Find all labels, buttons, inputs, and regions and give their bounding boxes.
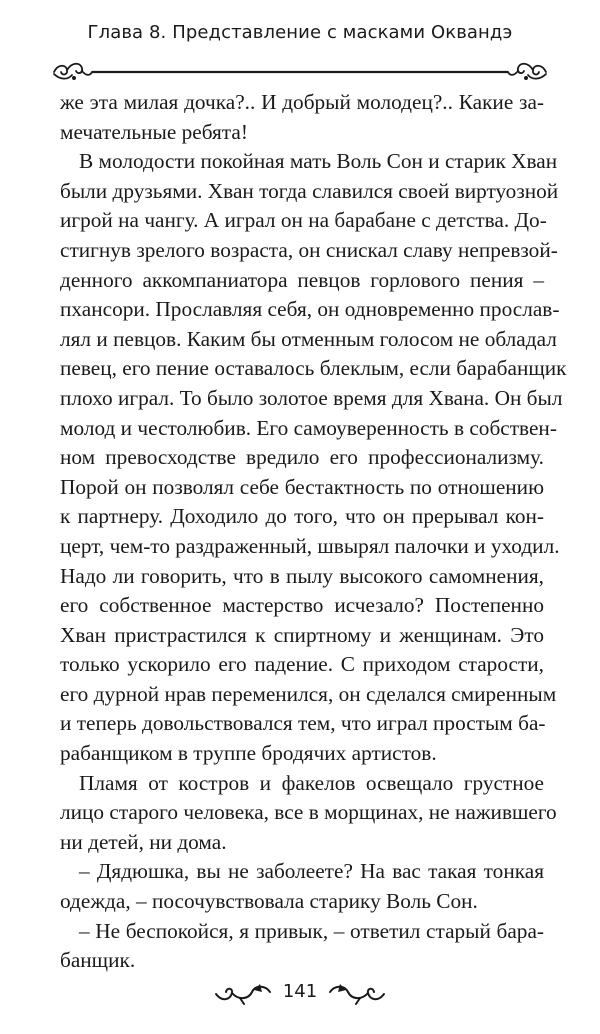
text-line: стигнув зрелого возраста, он снискал славу непревзой- — [60, 237, 558, 262]
text-line: были друзьями. Хван тогда славился своей виртуозной — [60, 178, 559, 203]
paragraph — [60, 857, 544, 916]
paragraph — [60, 769, 557, 858]
text-line: игрой на чангу. А играл он на барабане с детства. До- — [60, 208, 547, 233]
text-line: же эта милая дочка?.. И добрый молодец?.. Какие за- — [60, 90, 544, 114]
text-line: Пламя от костров и факелов освещало грустное — [79, 770, 544, 795]
text-line: ном превосходстве вредило его профессионализму. — [60, 445, 544, 470]
paragraph — [60, 147, 567, 768]
page-footer — [0, 978, 600, 1010]
paragraph — [60, 917, 544, 976]
text-line: Надо ли говорить, что в пылу высокого самомнения, — [60, 563, 544, 588]
header-right-flourish-icon — [508, 64, 546, 80]
text-line: плохо играл. То было золотое время для Хвана. Он был — [60, 385, 563, 410]
text-line: его собственное мастерство исчезало? Постепенно — [60, 593, 544, 618]
text-line: рабанщиком в труппе бродячих артистов. — [60, 741, 437, 766]
text-line: лял и певцов. Каким бы отменным голосом не обладал — [60, 326, 557, 351]
header-left-flourish-icon — [54, 64, 92, 80]
text-line: к партнеру. Доходило до того, что он прерывал кон- — [60, 504, 544, 529]
text-line: и теперь довольствовался тем, что играл простым ба- — [60, 711, 546, 736]
text-line: лицо старого человека, все в морщинах, не нажившего — [60, 800, 557, 825]
footer-right-flourish-icon — [326, 980, 386, 1006]
text-line: Порой он позволял себе бестактность по отношению — [60, 474, 544, 499]
text-line: только ускорило его падение. С приходом старости, — [60, 652, 544, 677]
text-line: денного аккомпаниатора певцов горлового пения – — [60, 267, 544, 292]
text-line: мечательные ребята! — [60, 119, 248, 144]
text-line: пхансори. Прославляя себя, он одновременно прослав- — [60, 297, 560, 322]
paragraph — [60, 88, 544, 147]
text-line: одежда, – посочувствовала старику Воль Сон. — [60, 889, 478, 914]
text-line: Хван пристрастился к спиртному и женщинам. Это — [60, 622, 544, 647]
text-line: – Дядюшка, вы не заболеете? На вас такая тонкая — [79, 859, 544, 884]
text-line: ни детей, ни дома. — [60, 829, 227, 854]
header-rule — [52, 58, 548, 86]
text-line: его дурной нрав переменился, он сделался смиренным — [60, 681, 557, 706]
text-line: молод и честолюбив. Его самоуверенность в собствен- — [60, 415, 557, 440]
text-line: певец, его пение оставалось блеклым, если барабанщик — [60, 356, 567, 381]
text-line: – Не беспокойся, я привык, – ответил старый бара- — [79, 918, 544, 943]
body-text — [60, 88, 567, 976]
text-line: церт, чем-то раздраженный, швырял палочки и уходил. — [60, 533, 560, 558]
text-line: банщик. — [60, 948, 136, 973]
text-line: В молодости покойная мать Воль Сон и старик Хван — [79, 149, 558, 174]
running-head-title: Глава 8. Представление с масками Оквандэ — [87, 22, 513, 43]
page-number: 141 — [282, 981, 318, 1002]
